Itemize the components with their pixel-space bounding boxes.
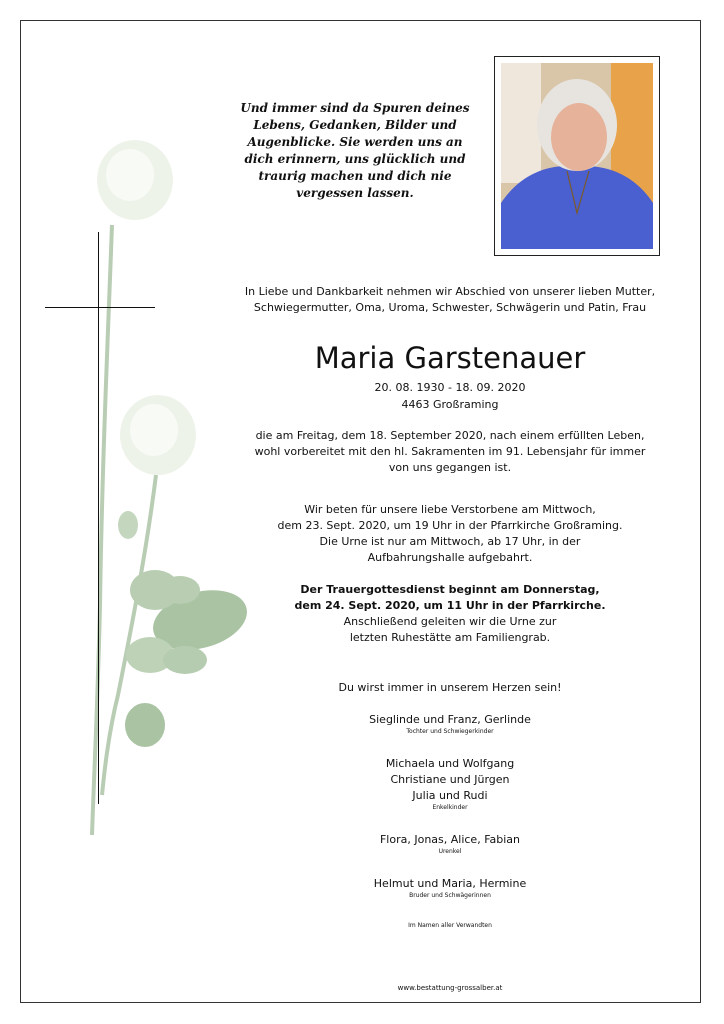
family-group-great-grandchildren: Flora, Jonas, Alice, Fabian Urenkel	[379, 833, 521, 855]
cross-vertical	[98, 232, 99, 804]
funeral-home-website: www.bestattung-grossalber.at	[397, 984, 503, 992]
portrait-photo	[494, 56, 660, 256]
deceased-name: Maria Garstenauer	[314, 341, 586, 375]
funeral-service-info: Der Trauergottesdienst beginnt am Donnerstag, dem 24. Sept. 2020, um 11 Uhr in der Pfarrkirche. Anschließend geleiten wir die Urne zur letzten Ruhestätte am Familiengrab.	[294, 583, 606, 644]
prayer-info: Wir beten für unsere liebe Verstorbene am Mittwoch, dem 23. Sept. 2020, um 19 Uhr in der Pfarrkirche Großraming. Die Urne ist nur am Mittwoch, ab 17 Uhr, in der Aufbahrungshalle aufgebahrt.	[277, 503, 623, 564]
death-notice-text: die am Freitag, dem 18. September 2020, nach einem erfüllten Leben, wohl vorbereitet mit den hl. Sakramenten im 91. Lebensjahr für immer von uns gegangen ist.	[254, 429, 646, 474]
portrait-image	[501, 63, 653, 249]
intro-text: In Liebe und Dankbarkeit nehmen wir Abschied von unserer lieben Mutter, Schwiegermutter, Oma, Uroma, Schwester, Schwägerin und Patin, Frau	[244, 285, 656, 314]
life-dates: 20. 08. 1930 - 18. 09. 2020	[374, 381, 526, 394]
hometown: 4463 Großraming	[401, 398, 499, 411]
farewell-line: Du wirst immer in unserem Herzen sein!	[338, 681, 562, 694]
white-rose-illustration	[60, 135, 260, 835]
family-group-grandchildren: Michaela und Wolfgang Christiane und Jürgen Julia und Rudi Enkelkinder	[385, 757, 515, 811]
family-group-siblings: Helmut und Maria, Hermine Bruder und Schwägerinnen	[373, 877, 527, 899]
cross-horizontal	[45, 307, 155, 308]
memorial-quote: Und immer sind da Spuren deines Lebens, Gedanken, Bilder und Augenblicke. Sie werden uns an dich erinnern, uns glücklich und traurig machen und dich nie vergessen lassen.	[240, 101, 470, 200]
family-group-children: Sieglinde und Franz, Gerlinde Tochter und Schwiegerkinder	[369, 713, 531, 735]
relatives-note: Im Namen aller Verwandten	[408, 922, 492, 929]
